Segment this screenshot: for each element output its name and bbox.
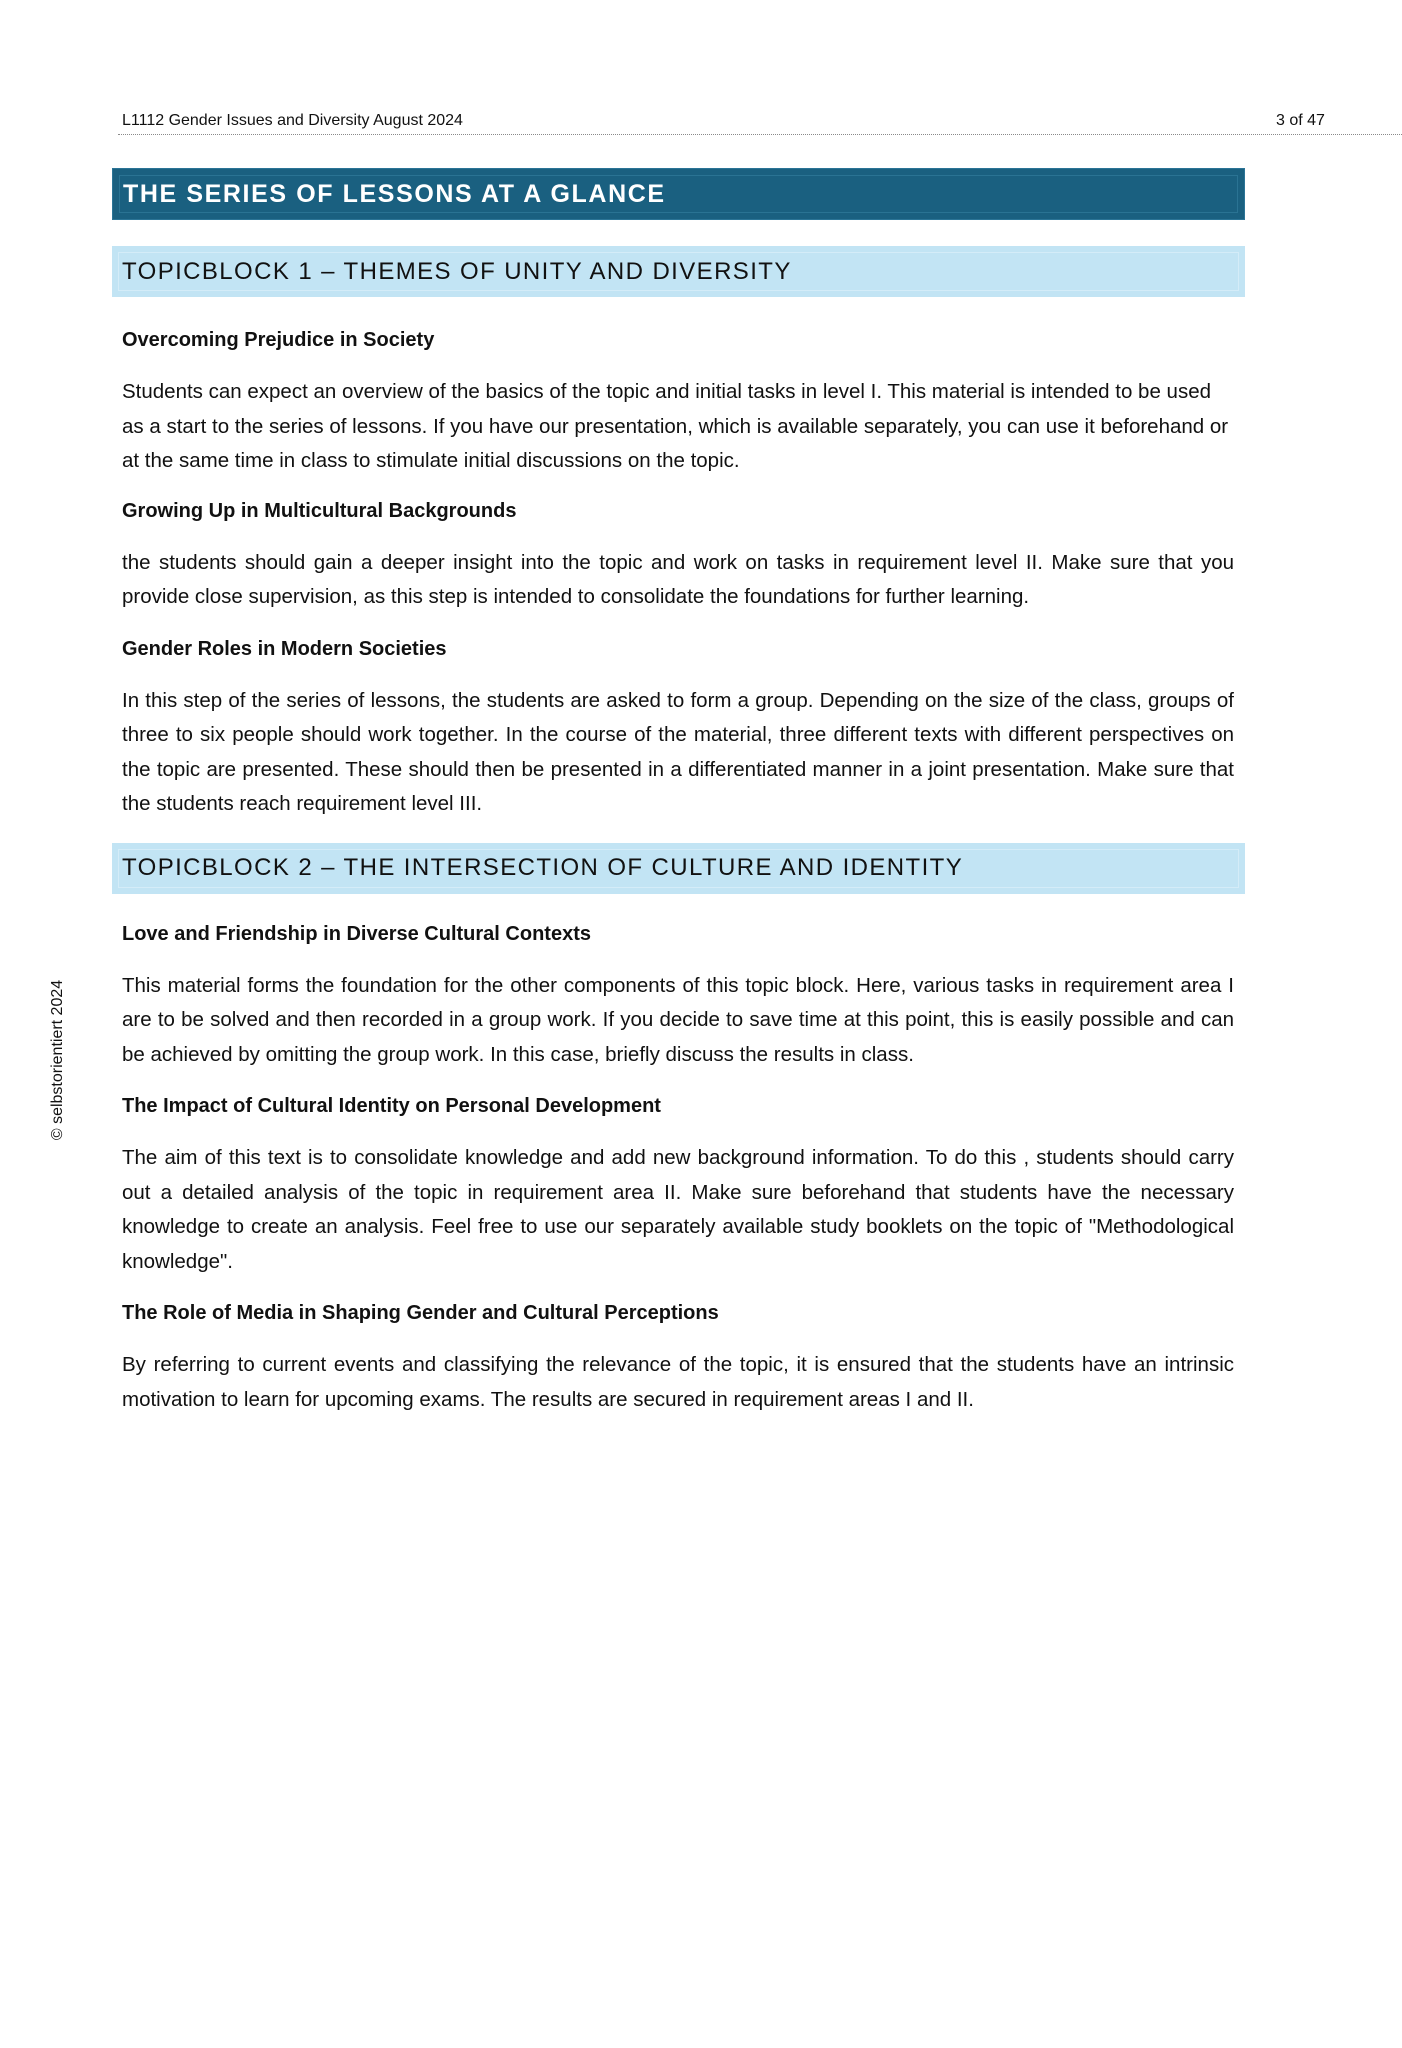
section-body: The aim of this text is to consolidate knowledge and add new background information. To do this , students should carry out a detailed analysis of the topic in requirement area II. Make sure beforehand that students have the necessary knowledge to create an analysis. Feel free to use our separately available study booklets on the topic of "Methodological knowledge". xyxy=(122,1146,1234,1273)
page-title: THE SERIES OF LESSONS AT A GLANCE xyxy=(123,179,666,208)
topic-block-1-banner xyxy=(112,246,1245,297)
page-content xyxy=(112,168,1245,1417)
topic-block-title: TOPICBLOCK 1 – THEMES OF UNITY AND DIVERSITY xyxy=(122,257,792,285)
main-title-banner xyxy=(112,168,1245,220)
section-body: the students should gain a deeper insight into the topic and work on tasks in requirement level II. Make sure that you provide close supervision, as this step is intended to consolidate the foundations for further learning. xyxy=(122,550,1234,608)
section-body: This material forms the foundation for the other components of this topic block. Here, various tasks in requirement area I are to be solved and then recorded in a group work. If you decide to save time at this point, this is easily possible and can be achieved by omitting the group work. In this case, briefly discuss the results in class. xyxy=(122,973,1234,1066)
page-header xyxy=(118,110,1402,135)
section-heading: Overcoming Prejudice in Society xyxy=(122,329,435,351)
copyright-notice: © selbstorientiert 2024 xyxy=(49,979,66,1141)
topic-block-2-banner xyxy=(112,843,1245,894)
section-heading: Growing Up in Multicultural Backgrounds xyxy=(122,499,517,522)
page-indicator: 3 of 47 xyxy=(1276,112,1325,129)
section-heading: Love and Friendship in Diverse Cultural Contexts xyxy=(122,922,591,945)
section-heading: The Impact of Cultural Identity on Personal Development xyxy=(122,1095,661,1117)
topic-block-title: TOPICBLOCK 2 – THE INTERSECTION OF CULTURE AND IDENTITY xyxy=(122,854,964,881)
section-body: By referring to current events and classifying the relevance of the topic, it is ensured that the students have an intrinsic motivation to learn for upcoming exams. The results are secured in requirement areas I and II. xyxy=(122,1353,1234,1411)
section-heading: Gender Roles in Modern Societies xyxy=(122,637,447,660)
section-body: Students can expect an overview of the basics of the topic and initial tasks in level I. This material is intended to be used as a start to the series of lessons. If you have our presentation, which is available separately, you can use it beforehand or at the same time in class to stimulate initial discussions on the topic. xyxy=(122,380,1229,472)
document-title: L1112 Gender Issues and Diversity August 2024 xyxy=(122,112,463,129)
section-body: In this step of the series of lessons, the students are asked to form a group. Depending on the size of the class, groups of three to six people should work together. In the course of the material, three different texts with different perspectives on the topic are presented. These should then be presented in a differentiated manner in a joint presentation. Make sure that the students reach requirement level III. xyxy=(122,688,1234,815)
section-heading: The Role of Media in Shaping Gender and Cultural Perceptions xyxy=(122,1302,719,1324)
